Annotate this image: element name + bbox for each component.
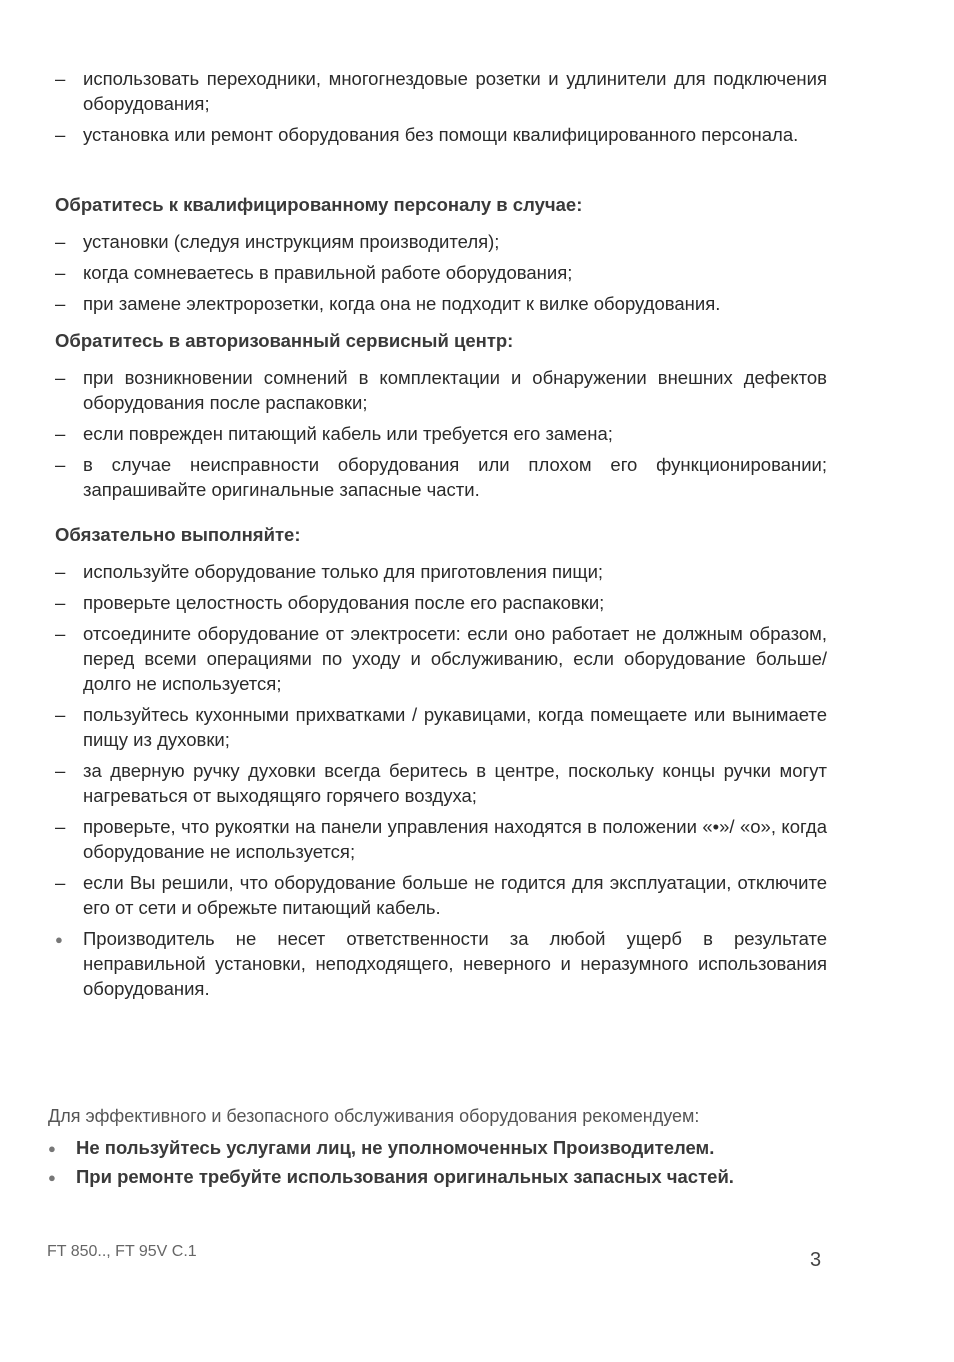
- item-text: проверьте целостность оборудования после его распаковки;: [83, 592, 605, 613]
- section-recommendations: [48, 1104, 828, 1193]
- dash-marker: –: [55, 423, 66, 444]
- footer-model-code: FT 850.., FT 95V C.1: [47, 1243, 197, 1260]
- dash-marker: –: [55, 623, 66, 644]
- dash-marker: –: [55, 704, 66, 725]
- list-item: [55, 365, 827, 415]
- dash-marker: –: [55, 68, 66, 89]
- dash-marker: –: [55, 367, 66, 388]
- dash-marker: –: [55, 262, 66, 283]
- item-text: используйте оборудование только для приготовления пищи;: [83, 561, 604, 582]
- item-text: проверьте, что рукоятки на панели управления находятся в положении «•»/ «o», когда оборудование не используется;: [83, 816, 827, 862]
- item-text: если поврежден питающий кабель или требуется его замена;: [83, 423, 613, 444]
- item-text: отсоедините оборудование от электросети: если оно работает не должным образом, перед всеми операциями по уходу и обслуживанию, если оборудование больше/долго не используется;: [83, 623, 827, 694]
- list-item: [55, 66, 827, 116]
- dash-marker: –: [55, 231, 66, 252]
- note-text: Производитель не несет ответственности за любой ущерб в результате неправильной установки, неподходящего, неверного и неразумного использования оборудования.: [83, 928, 827, 999]
- list-item: [55, 291, 827, 316]
- list-item: [55, 260, 827, 285]
- recommend-intro: Для эффективного и безопасного обслуживания оборудования рекомендуем:: [48, 1106, 700, 1126]
- item-text: использовать переходники, многогнездовые розетки и удлинители для подключения оборудования;: [83, 68, 827, 114]
- list-item: [55, 421, 827, 446]
- dash-marker: –: [55, 561, 66, 582]
- dash-marker: –: [55, 592, 66, 613]
- bullet-icon: ●: [48, 1170, 56, 1185]
- bullet-icon: ●: [55, 932, 63, 947]
- list-item: [55, 229, 827, 254]
- list-item: [55, 452, 827, 502]
- section-heading: Обязательно выполняйте:: [55, 524, 301, 545]
- list-item: [55, 621, 827, 696]
- item-text: в случае неисправности оборудования или плохом его функционировании; запрашивайте оригинальные запасные части.: [83, 454, 827, 500]
- item-text: если Вы решили, что оборудование больше не годится для эксплуатации, отключите его от сети и обрежьте питающий кабель.: [83, 872, 827, 918]
- item-text: Не пользуйтесь услугами лиц, не уполномоченных Производителем.: [76, 1137, 715, 1158]
- section-mandatory: [55, 512, 827, 1007]
- dash-marker: –: [55, 454, 66, 475]
- dash-marker: –: [55, 293, 66, 314]
- section-qualified-personnel: [55, 182, 827, 322]
- item-text: При ремонте требуйте использования оригинальных запасных частей.: [76, 1166, 734, 1187]
- item-text: пользуйтесь кухонными прихватками / рукавицами, когда помещаете или вынимаете пищу из духовки;: [83, 704, 827, 750]
- bullet-icon: ●: [48, 1141, 56, 1156]
- item-text: за дверную ручку духовки всегда беритесь в центре, поскольку концы ручки могут нагреваться от выходящяго горячего воздуха;: [83, 760, 827, 806]
- dash-marker: –: [55, 872, 66, 893]
- list-item: [55, 559, 827, 584]
- section-service-center: [55, 318, 827, 508]
- list-item: [55, 870, 827, 920]
- list-item: [55, 122, 827, 147]
- item-text: при возникновении сомнений в комплектации и обнаружении внешних дефектов оборудования после распаковки;: [83, 367, 827, 413]
- section-prohibited: [55, 66, 827, 153]
- list-item-note: [55, 926, 827, 1001]
- section-heading: Обратитесь в авторизованный сервисный центр:: [55, 330, 514, 351]
- page-number: 3: [810, 1249, 822, 1271]
- dash-marker: –: [55, 124, 66, 145]
- list-item: [55, 758, 827, 808]
- list-item: [55, 814, 827, 864]
- list-item: [48, 1164, 828, 1189]
- item-text: при замене электророзетки, когда она не подходит к вилке оборудования.: [83, 293, 721, 314]
- item-text: установки (следуя инструкциям производителя);: [83, 231, 500, 252]
- item-text: установка или ремонт оборудования без помощи квалифицированного персонала.: [83, 124, 799, 145]
- section-heading: Обратитесь к квалифицированному персоналу в случае:: [55, 194, 583, 215]
- dash-marker: –: [55, 816, 66, 837]
- dash-marker: –: [55, 760, 66, 781]
- item-text: когда сомневаетесь в правильной работе оборудования;: [83, 262, 573, 283]
- list-item: [55, 702, 827, 752]
- list-item: [48, 1135, 828, 1160]
- list-item: [55, 590, 827, 615]
